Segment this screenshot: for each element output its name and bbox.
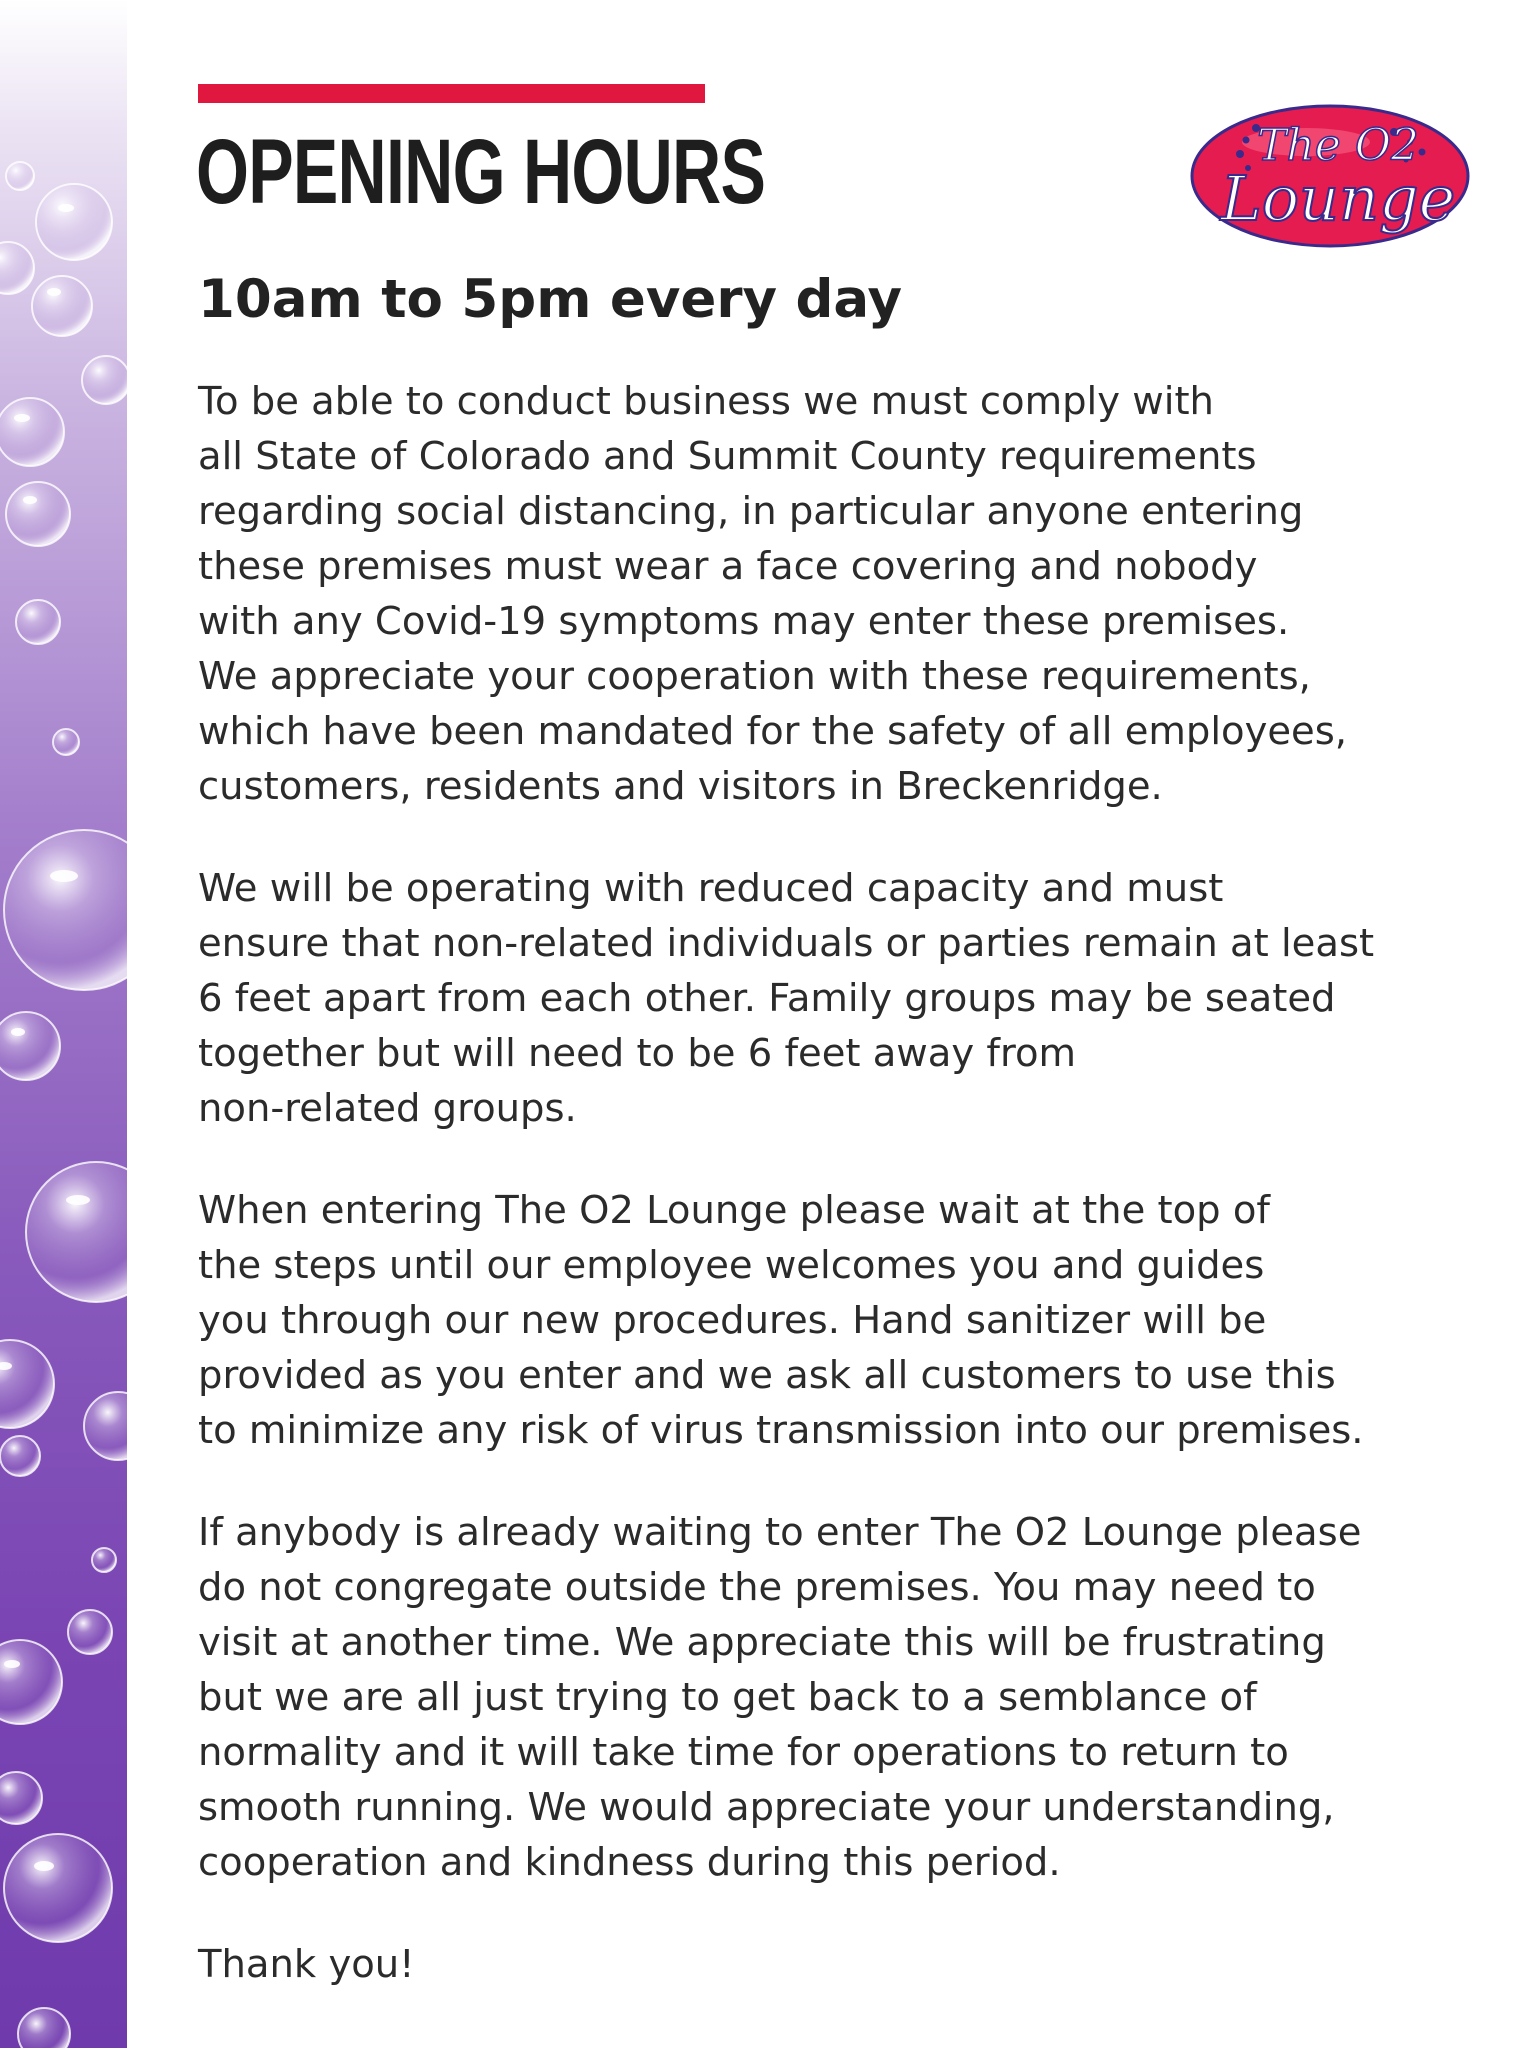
paragraph-entry-procedure	[198, 1183, 1488, 1458]
text-line: together but will need to be 6 feet away from	[198, 1031, 1076, 1076]
text-line: cooperation and kindness during this period.	[198, 1840, 1061, 1885]
o2-lounge-logo	[1188, 96, 1484, 256]
text-line: ensure that non-related individuals or parties remain at least	[198, 921, 1375, 966]
text-line: If anybody is already waiting to enter The O2 Lounge please	[198, 1510, 1362, 1555]
opening-hours-text: 10am to 5pm every day	[198, 269, 903, 330]
text-line: the steps until our employee welcomes you and guides	[198, 1243, 1265, 1288]
notice-body	[198, 374, 1488, 2039]
logo-graphic	[1188, 96, 1484, 256]
accent-bar	[198, 84, 705, 103]
paragraph-capacity	[198, 861, 1488, 1136]
paragraph-compliance	[198, 374, 1488, 814]
bubbles-decoration	[0, 0, 127, 2048]
text-line: 6 feet apart from each other. Family groups may be seated	[198, 976, 1336, 1021]
bubble-strip	[0, 0, 127, 2048]
text-line: regarding social distancing, in particular anyone entering	[198, 489, 1304, 534]
text-line: We appreciate your cooperation with these requirements,	[198, 654, 1311, 699]
text-line: these premises must wear a face covering and nobody	[198, 544, 1258, 589]
text-line: do not congregate outside the premises. You may need to	[198, 1565, 1316, 1610]
text-line: with any Covid-19 symptoms may enter these premises.	[198, 599, 1290, 644]
text-line: normality and it will take time for operations to return to	[198, 1730, 1289, 1775]
text-line: non-related groups.	[198, 1086, 577, 1131]
text-line: all State of Colorado and Summit County requirements	[198, 434, 1257, 479]
text-line: to minimize any risk of virus transmission into our premises.	[198, 1408, 1364, 1453]
text-line: you through our new procedures. Hand sanitizer will be	[198, 1298, 1267, 1343]
text-line: smooth running. We would appreciate your understanding,	[198, 1785, 1335, 1830]
text-line: customers, residents and visitors in Breckenridge.	[198, 764, 1163, 809]
text-line: visit at another time. We appreciate this will be frustrating	[198, 1620, 1326, 1665]
text-line: Thank you!	[198, 1942, 415, 1987]
paragraph-waiting	[198, 1505, 1488, 1890]
text-line: When entering The O2 Lounge please wait at the top of	[198, 1188, 1270, 1233]
text-line: To be able to conduct business we must comply with	[198, 379, 1214, 424]
text-line: provided as you enter and we ask all customers to use this	[198, 1353, 1336, 1398]
paragraph-thank-you	[198, 1937, 1488, 1992]
logo-text-line1: The O2	[1257, 120, 1419, 171]
text-line: We will be operating with reduced capacity and must	[198, 866, 1224, 911]
logo-text-line2: Lounge	[1220, 162, 1456, 235]
page-title: OPENING HOURS	[196, 121, 766, 223]
text-line: but we are all just trying to get back to a semblance of	[198, 1675, 1257, 1720]
text-line: which have been mandated for the safety of all employees,	[198, 709, 1348, 754]
